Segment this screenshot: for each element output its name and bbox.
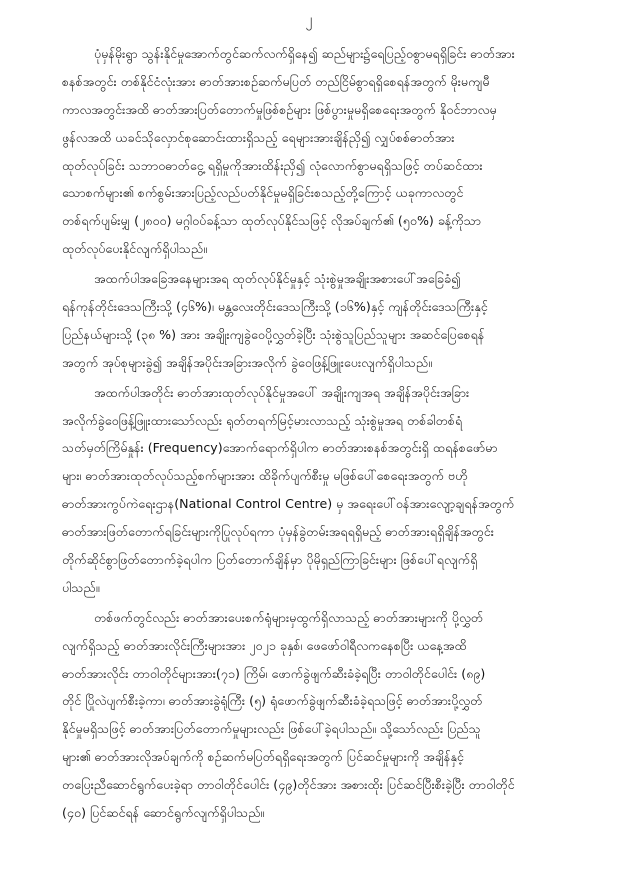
paragraph-1 — [62, 40, 582, 263]
paragraph-3 — [62, 379, 582, 602]
text-line: ထုတ်လုပ်ခြင်း သဘာဝဓာတ်ငွေ့ ရရှိမှုကိုအားထိန်းညှိ၍ လုံလောက်စွာမရရှိသဖြင့် တပ်ဆင်ထား — [62, 157, 483, 173]
text-line: လျက်ရှိသည့် ဓာတ်အားလိုင်းကြီးများအား ၂၀၂၁ ခုနှစ်၊ ဖေဖော်ဝါရီလကနေစပြီး ယနေ့အထိ — [62, 637, 467, 653]
text-line: ပါသည်။ — [62, 579, 100, 595]
text-line: တိုင် ပြိုလဲပျက်စီးခဲ့ကာ၊ ဓာတ်အားခွဲရုံကြီး (၅) ရုံဖောက်ခွဲဖျက်ဆီးခံခဲ့ရသဖြင့် ဓာတ်အားပို့လွှတ် — [62, 693, 483, 709]
text-line: ဓာတ်အားလိုင်း တာဝါတိုင်များအား(၇၁) ကြိမ်၊ ဖောက်ခွဲဖျက်ဆီးခံခဲ့ရပြီး တာဝါတိုင်ပေါင်း (၈၉) — [62, 665, 486, 681]
text-line: အထက်ပါအခြေအနေများအရ ထုတ်လုပ်နိုင်မှုနှင့် သုံးစွဲမှုအချိုးအစားပေါ်အခြေခံ၍ — [94, 271, 461, 287]
text-line: အထက်ပါအတိုင်း ဓာတ်အားထုတ်လုပ်နိုင်မှုအပေါ် အချိုးကျအရ အချိန်အပိုင်းအခြား — [94, 384, 470, 400]
text-line: ဖွန်လအထိ ယခင်သိုလှောင်စုဆောင်းထားရှိသည့် ရေများအားချိန်ညှိ၍ လျှပ်စစ်ဓာတ်အား — [62, 129, 455, 145]
text-line: အလိုက်ခွဲဝေဖြန့်ဖြူးထားသော်လည်း ရုတ်တရက်မြင့်မားလာသည့် သုံးစွဲမှုအရ တစ်ခါတစ်ရံ — [62, 412, 463, 428]
text-line: ဓာတ်အားဖြတ်တောက်ရခြင်းများကိုပြုလုပ်ရကာ ပုံမှန်ခွဲတမ်းအရရရှိမည့် ဓာတ်အားရရှိချိန်အတွင်း — [62, 524, 494, 540]
text-line: ထုတ်လုပ်ပေးနိုင်လျက်ရှိပါသည်။ — [62, 241, 208, 257]
text-line: သတ်မှတ်ကြိမ်နှုန်း (Frequency)အောက်ရောက်ရှိပါက ဓာတ်အားစနစ်အတွင်းရှိ ထရန်စဖော်မာ — [62, 440, 498, 456]
text-line: များ၊ ဓာတ်အားထုတ်လုပ်သည့်စက်များအား ထိခိုက်ပျက်စီးမှု မဖြစ်ပေါ်စေရေးအတွက် ဗဟို — [62, 468, 468, 484]
text-line: များ၏ ဓာတ်အားလိုအပ်ချက်ကို စဉ်ဆက်မပြတ်ရရှိရေးအတွက် ပြင်ဆင်မှုများကို အချိန်နှင့် — [62, 749, 464, 765]
text-line: ဓာတ်အားကွပ်ကဲရေးဌာန(National Control Centre) မှ အရေးပေါ်ဝန်အားလျော့ချရန်အတွက် — [62, 496, 515, 512]
text-line: စနစ်အတွင်း တစ်နိုင်ငံလုံးအား ဓာတ်အားစဉ်ဆက်မပြတ် တည်ငြိမ်စွာရရှိစေရန်အတွက် မိုးမကျမီ — [62, 73, 490, 89]
paragraph-4 — [62, 604, 582, 827]
text-line: (၄၀) ပြင်ဆင်ရန် ဆောင်ရွက်လျက်ရှိပါသည်။ — [62, 805, 265, 821]
text-line: ရန်ကုန်တိုင်းဒေသကြီးသို့ (၄၆%)၊ မန္တလေးတိုင်းဒေသကြီးသို့ (၁၆%)နှင့် ကျန်တိုင်းဒေသကြီးနှင့် — [62, 299, 488, 315]
text-line: တပြေးညီဆောင်ရွက်ပေးခဲ့ရာ တာဝါတိုင်ပေါင်း (၄၉)တိုင်အား အစားထိုး ပြင်ဆင်ပြီးစီးခဲ့ပြီး တာဝါတိုင် — [62, 777, 515, 793]
text-line: အတွက် အုပ်စုများခွဲ၍ အချိန်အပိုင်းအခြားအလိုက် ခွဲဝေဖြန့်ဖြူးပေးလျက်ရှိပါသည်။ — [62, 354, 433, 370]
text-line: ပြည်နယ်များသို့ (၃၈ %) အား အချိုးကျခွဲဝေပို့လွှတ်ခဲ့ပြီး သုံးစွဲသူပြည်သူများ အဆင်ပြေစေရန် — [62, 326, 485, 342]
body-text — [62, 40, 582, 829]
text-line: တစ်ရက်ပျမ်းမျှ (၂၈၀၀) မဂ္ဂါဝပ်ခန့်သာ ထုတ်လုပ်နိုင်သဖြင့် လိုအပ်ချက်၏ (၅၀%) ခန့်ကိုသာ — [62, 213, 482, 229]
text-line: တစ်ဖက်တွင်လည်း ဓာတ်အားပေးစက်ရုံများမှထွက်ရှိလာသည့် ဓာတ်အားများကို ပို့လွှတ် — [94, 609, 484, 625]
text-line: ပုံမှန်မိုးရွာ သွန်းနိုင်မှုအောက်တွင်ဆက်လက်ရှိနေ၍ ဆည်များ၌ရေပြည့်ဝစွာမရရှိခြင်း ဓာတ်အား — [94, 46, 515, 61]
text-line: သောစက်များ၏ စက်စွမ်းအားပြည့်လည်ပတ်နိုင်မှုမရှိခြင်းစသည့်တို့ကြောင့် ယခုကာလတွင် — [62, 185, 464, 201]
text-line: ကာလအတွင်းအထိ ဓာတ်အားပြတ်တောက်မှုဖြစ်စဉ်များ ဖြစ်ပွားမှုမရှိစေရေးအတွက် နိုဝင်ဘာလမှ — [62, 101, 497, 117]
text-line: တိုက်ဆိုင်စွာဖြတ်တောက်ခဲ့ရပါက ပြတ်တောက်ချိန်မှာ ပိုမိုရှည်ကြာခြင်းများ ဖြစ်ပေါ်ရလျက်ရှိ — [62, 552, 478, 568]
text-line: နိုင်မှုမရှိသဖြင့် ဓာတ်အားပြတ်တောက်မှုများလည်း ဖြစ်ပေါ်ခဲ့ရပါသည်။ သို့သော်လည်း ပြည်သူ — [62, 721, 481, 737]
page-number: ၂ — [305, 12, 313, 28]
paragraph-2 — [62, 265, 582, 377]
